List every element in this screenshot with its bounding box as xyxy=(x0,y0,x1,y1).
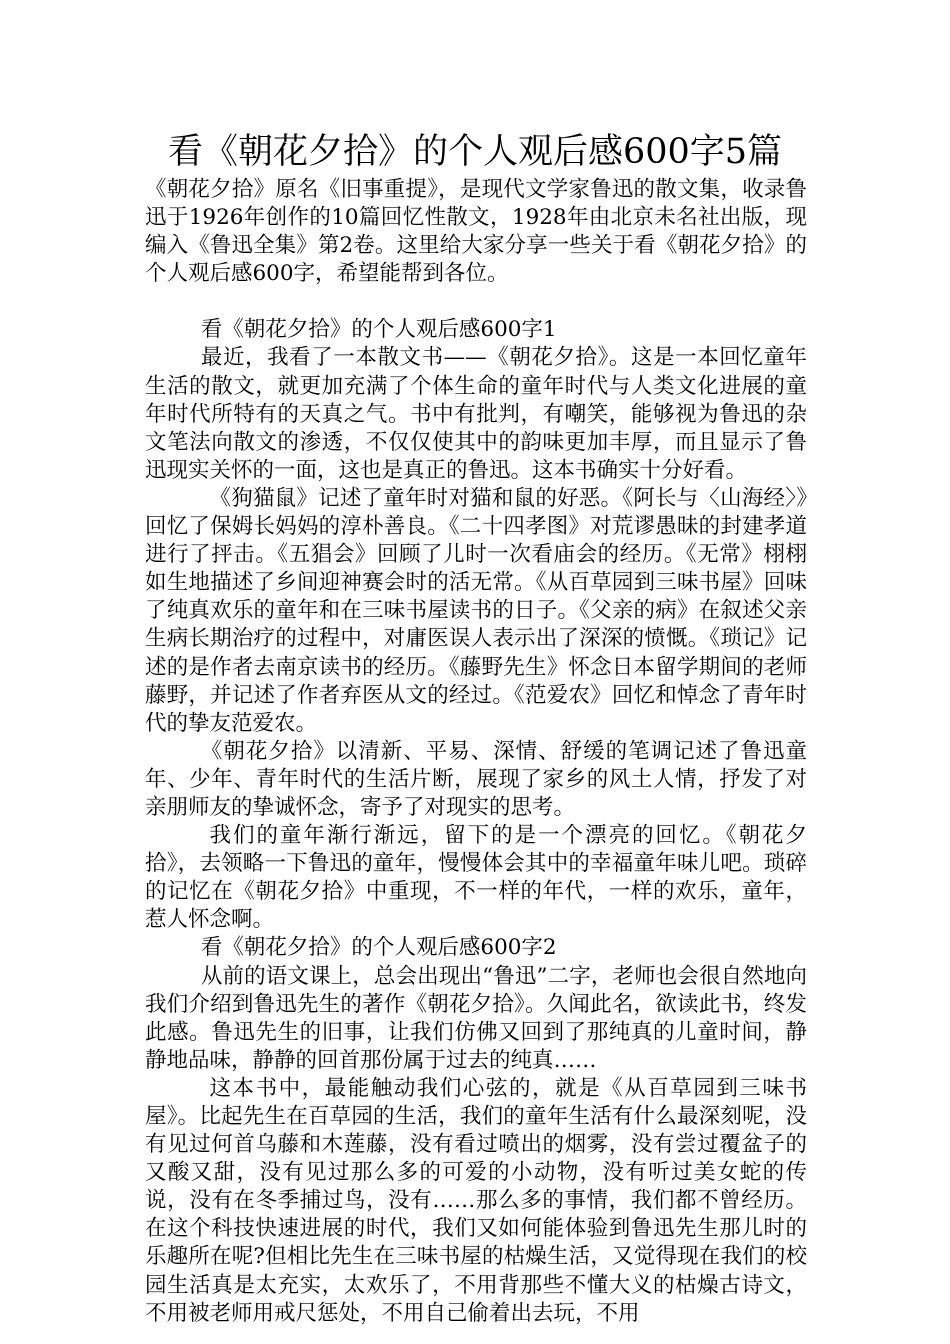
section-1-paragraph-1: 最近，我看了一本散文书——《朝花夕拾》。这是一本回忆童年生活的散文，就更加充满了个体生命的童年时代与人类文化进展的童年时代所特有的天真之气。书中有批判，有嘲笑，能够视为鲁迅的杂文笔法向散文的渗透，不仅仅使其中的韵味更加丰厚，而且显示了鲁迅现实关怀的一面，这也是真正的鲁迅。这本书确实十分好看。 xyxy=(145,345,807,483)
section-1-paragraph-3: 《朝花夕拾》以清新、平易、深情、舒缓的笔调记述了鲁迅童年、少年、青年时代的生活片断，展现了家乡的风土人情，抒发了对亲朋师友的挚诚怀念，寄予了对现实的思考。 xyxy=(145,738,807,820)
section-1-paragraph-2: 《狗猫鼠》记述了童年时对猫和鼠的好恶。《阿长与〈山海经〉》回忆了保姆长妈妈的淳朴善良。《二十四孝图》对荒谬愚昧的封建孝道进行了抨击。《五猖会》回顾了儿时一次看庙会的经历。《无常》栩栩如生地描述了乡间迎神赛会时的活无常。《从百草园到三味书屋》回味了纯真欢乐的童年和在三味书屋读书的日子。《父亲的病》在叙述父亲生病长期治疗的过程中，对庸医误人表示出了深深的愤慨。《琐记》记述的是作者去南京读书的经历。《藤野先生》怀念日本留学期间的老师藤野，并记述了作者弃医从文的经过。《范爱农》回忆和悼念了青年时代的挚友范爱农。 xyxy=(145,485,807,736)
section-1-paragraph-4: 我们的童年渐行渐远，留下的是一个漂亮的回忆。《朝花夕拾》，去领略一下鲁迅的童年，慢慢体会其中的幸福童年味儿吧。琐碎的记忆在《朝花夕拾》中重现，不一样的年代，一样的欢乐，童年，惹人怀念啊。 xyxy=(145,823,807,933)
section-2-heading: 看《朝花夕拾》的个人观后感600字2 xyxy=(200,935,557,961)
section-2-paragraph-1: 从前的语文课上，总会出现出“鲁迅”二字，老师也会很自然地向我们介绍到鲁迅先生的著作《朝花夕拾》。久闻此名，欲读此书，终发此感。鲁迅先生的旧事，让我们仿佛又回到了那纯真的儿童时间，静静地品味，静静的回首那份属于过去的纯真…… xyxy=(145,963,807,1073)
blank-line xyxy=(145,288,807,316)
section-1-heading: 看《朝花夕拾》的个人观后感600字1 xyxy=(200,317,557,343)
intro-paragraph: 《朝花夕拾》原名《旧事重提》，是现代文学家鲁迅的散文集，收录鲁迅于1926年创作的10篇回忆性散文，1928年由北京未名社出版，现编入《鲁迅全集》第2卷。这里给大家分享一些关于看《朝花夕拾》的个人观后感600字，希望能帮到各位。 xyxy=(145,177,807,287)
document-title: 看《朝花夕拾》的个人观后感600字5篇 xyxy=(167,132,783,172)
section-2-paragraph-2: 这本书中，最能触动我们心弦的，就是《从百草园到三味书屋》。比起先生在百草园的生活，我们的童年生活有什么最深刻呢，没有见过何首乌藤和木莲藤，没有看过喷出的烟雾，没有尝过覆盆子的又酸又甜，没有见过那么多的可爱的小动物，没有听过美女蛇的传说，没有在冬季捕过鸟，没有……那么多的事情，我们都不曾经历。在这个科技快速进展的时代，我们又如何能体验到鲁迅先生那儿时的乐趣所在呢?但相比先生在三味书屋的枯燥生活，又觉得现在我们的校园生活真是太充实，太欢乐了，不用背那些不懂大义的枯燥古诗文，不用被老师用戒尺惩处，不用自己偷着出去玩，不用 xyxy=(145,1075,807,1326)
document-body xyxy=(145,176,807,1328)
